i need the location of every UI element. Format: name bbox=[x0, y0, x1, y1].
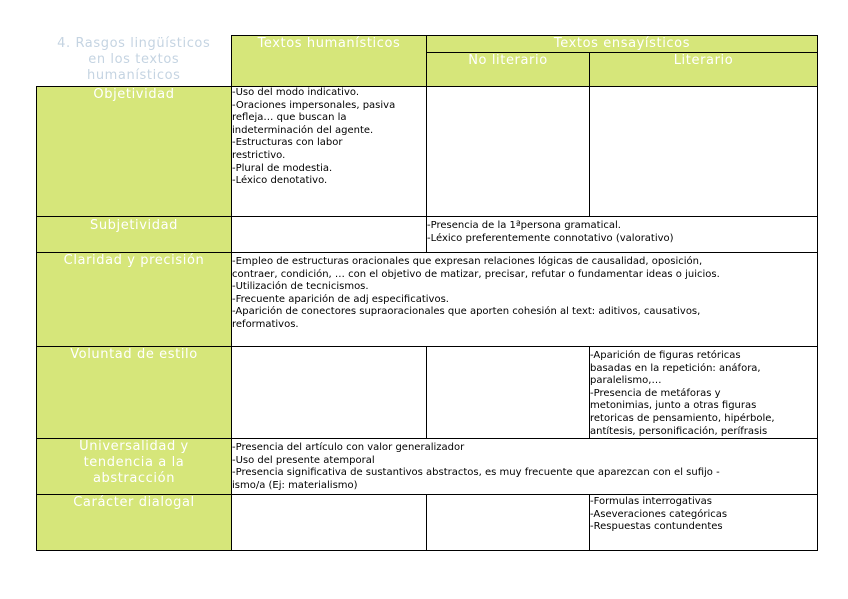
row-objetividad bbox=[37, 87, 818, 217]
cell-no-literario bbox=[427, 87, 590, 217]
row-label-line: Subjetividad bbox=[89, 218, 179, 233]
cell-all-columns bbox=[232, 253, 818, 347]
cell-humanisticos bbox=[232, 87, 427, 217]
row-subjetividad bbox=[37, 217, 818, 253]
cell-line: basadas en la repetición: anáfora, bbox=[590, 362, 761, 374]
row-claridad-y-precision bbox=[37, 253, 818, 347]
row-label bbox=[37, 439, 232, 495]
cell-line: -Uso del presente atemporal bbox=[232, 454, 375, 466]
cell-line: retoricas de pensamiento, hipérbole, bbox=[590, 412, 775, 424]
cell-line: -Presencia del artículo con valor generalizador bbox=[232, 442, 465, 454]
cell-line: -Utilización de tecnicismos. bbox=[232, 281, 369, 293]
cell-line: indeterminación del agente. bbox=[232, 124, 374, 136]
cell-line: -Aparición de figuras retóricas bbox=[590, 350, 741, 361]
cell-line: ismo/a (Ej: materialismo) bbox=[232, 479, 358, 491]
cell-line: -Léxico preferentemente connotativo (valorativo) bbox=[427, 232, 674, 244]
row-universalidad bbox=[37, 439, 818, 495]
cell-line: -Respuestas contundentes bbox=[590, 521, 723, 533]
cell-line: -Plural de modestia. bbox=[232, 162, 333, 174]
corner-title-line: humanísticos bbox=[86, 67, 181, 83]
cell-no-literario bbox=[427, 495, 590, 551]
header-literario: Literario bbox=[590, 53, 818, 87]
header-textos-humanisticos: Textos humanísticos bbox=[232, 36, 427, 87]
cell-no-literario bbox=[427, 347, 590, 439]
cell-line: -Presencia de metáforas y bbox=[590, 387, 721, 399]
cell-line: antítesis, personificación, perífrasis bbox=[590, 425, 768, 437]
rasgos-table bbox=[36, 35, 818, 551]
row-label-line: abstracción bbox=[92, 471, 176, 487]
cell-literario bbox=[590, 87, 818, 217]
cell-all-columns bbox=[232, 439, 818, 495]
cell-literario bbox=[590, 495, 818, 551]
cell-line: reformativos. bbox=[232, 318, 299, 330]
header-no-literario: No literario bbox=[427, 53, 590, 87]
row-label bbox=[37, 495, 232, 551]
row-label bbox=[37, 347, 232, 439]
cell-line: metonimias, junto a otras figuras bbox=[590, 400, 757, 412]
cell-ensayisticos bbox=[427, 217, 818, 253]
row-label-line: Carácter dialogal bbox=[73, 495, 195, 511]
cell-line: -Presencia significativa de sustantivos abstractos, es muy frecuente que aparezcan con el sufijo - bbox=[232, 467, 720, 479]
cell-line: -Léxico denotativo. bbox=[232, 175, 328, 187]
cell-humanisticos bbox=[232, 347, 427, 439]
cell-line: restrictivo. bbox=[232, 149, 286, 161]
cell-literario bbox=[590, 347, 818, 439]
row-label-line: Objetividad bbox=[93, 87, 175, 102]
corner-title bbox=[37, 36, 232, 87]
cell-line: -Aseveraciones categóricas bbox=[590, 508, 728, 520]
cell-line: -Estructuras con labor bbox=[232, 137, 343, 149]
row-label bbox=[37, 87, 232, 217]
cell-line: -Aparición de conectores supraoracionales que aporten cohesión al text: aditivos, causativos, bbox=[232, 306, 701, 318]
cell-humanisticos bbox=[232, 495, 427, 551]
row-label bbox=[37, 217, 232, 253]
row-label-line: Voluntad de estilo bbox=[70, 347, 198, 362]
cell-line: -Empleo de estructuras oracionales que expresan relaciones lógicas de causalidad, oposición, bbox=[232, 256, 703, 267]
cell-line: -Uso del modo indicativo. bbox=[232, 87, 360, 98]
cell-line: contraer, condición, … con el objetivo de matizar, precisar, refutar o fundamentar ideas o juicios. bbox=[232, 268, 720, 280]
cell-line: refleja… que buscan la bbox=[232, 112, 347, 124]
row-label bbox=[37, 253, 232, 347]
row-label-line: Claridad y precisión bbox=[63, 253, 205, 268]
header-textos-ensayisticos: Textos ensayísticos bbox=[427, 36, 818, 53]
cell-line: -Oraciones impersonales, pasiva bbox=[232, 99, 396, 111]
row-label-line: Universalidad y bbox=[79, 439, 189, 455]
row-label-line: tendencia a la bbox=[83, 455, 185, 471]
corner-title-line: 4. Rasgos lingüísticos bbox=[57, 35, 211, 51]
cell-line: -Presencia de la 1ªpersona gramatical. bbox=[427, 220, 621, 231]
cell-humanisticos bbox=[232, 217, 427, 253]
cell-line: -Frecuente aparición de adj especificativos. bbox=[232, 293, 449, 305]
cell-line: paralelismo,… bbox=[590, 375, 662, 387]
corner-title-line: en los textos bbox=[88, 51, 180, 67]
cell-line: -Formulas interrogativas bbox=[590, 496, 712, 508]
row-voluntad-de-estilo bbox=[37, 347, 818, 439]
row-caracter-dialogal bbox=[37, 495, 818, 551]
